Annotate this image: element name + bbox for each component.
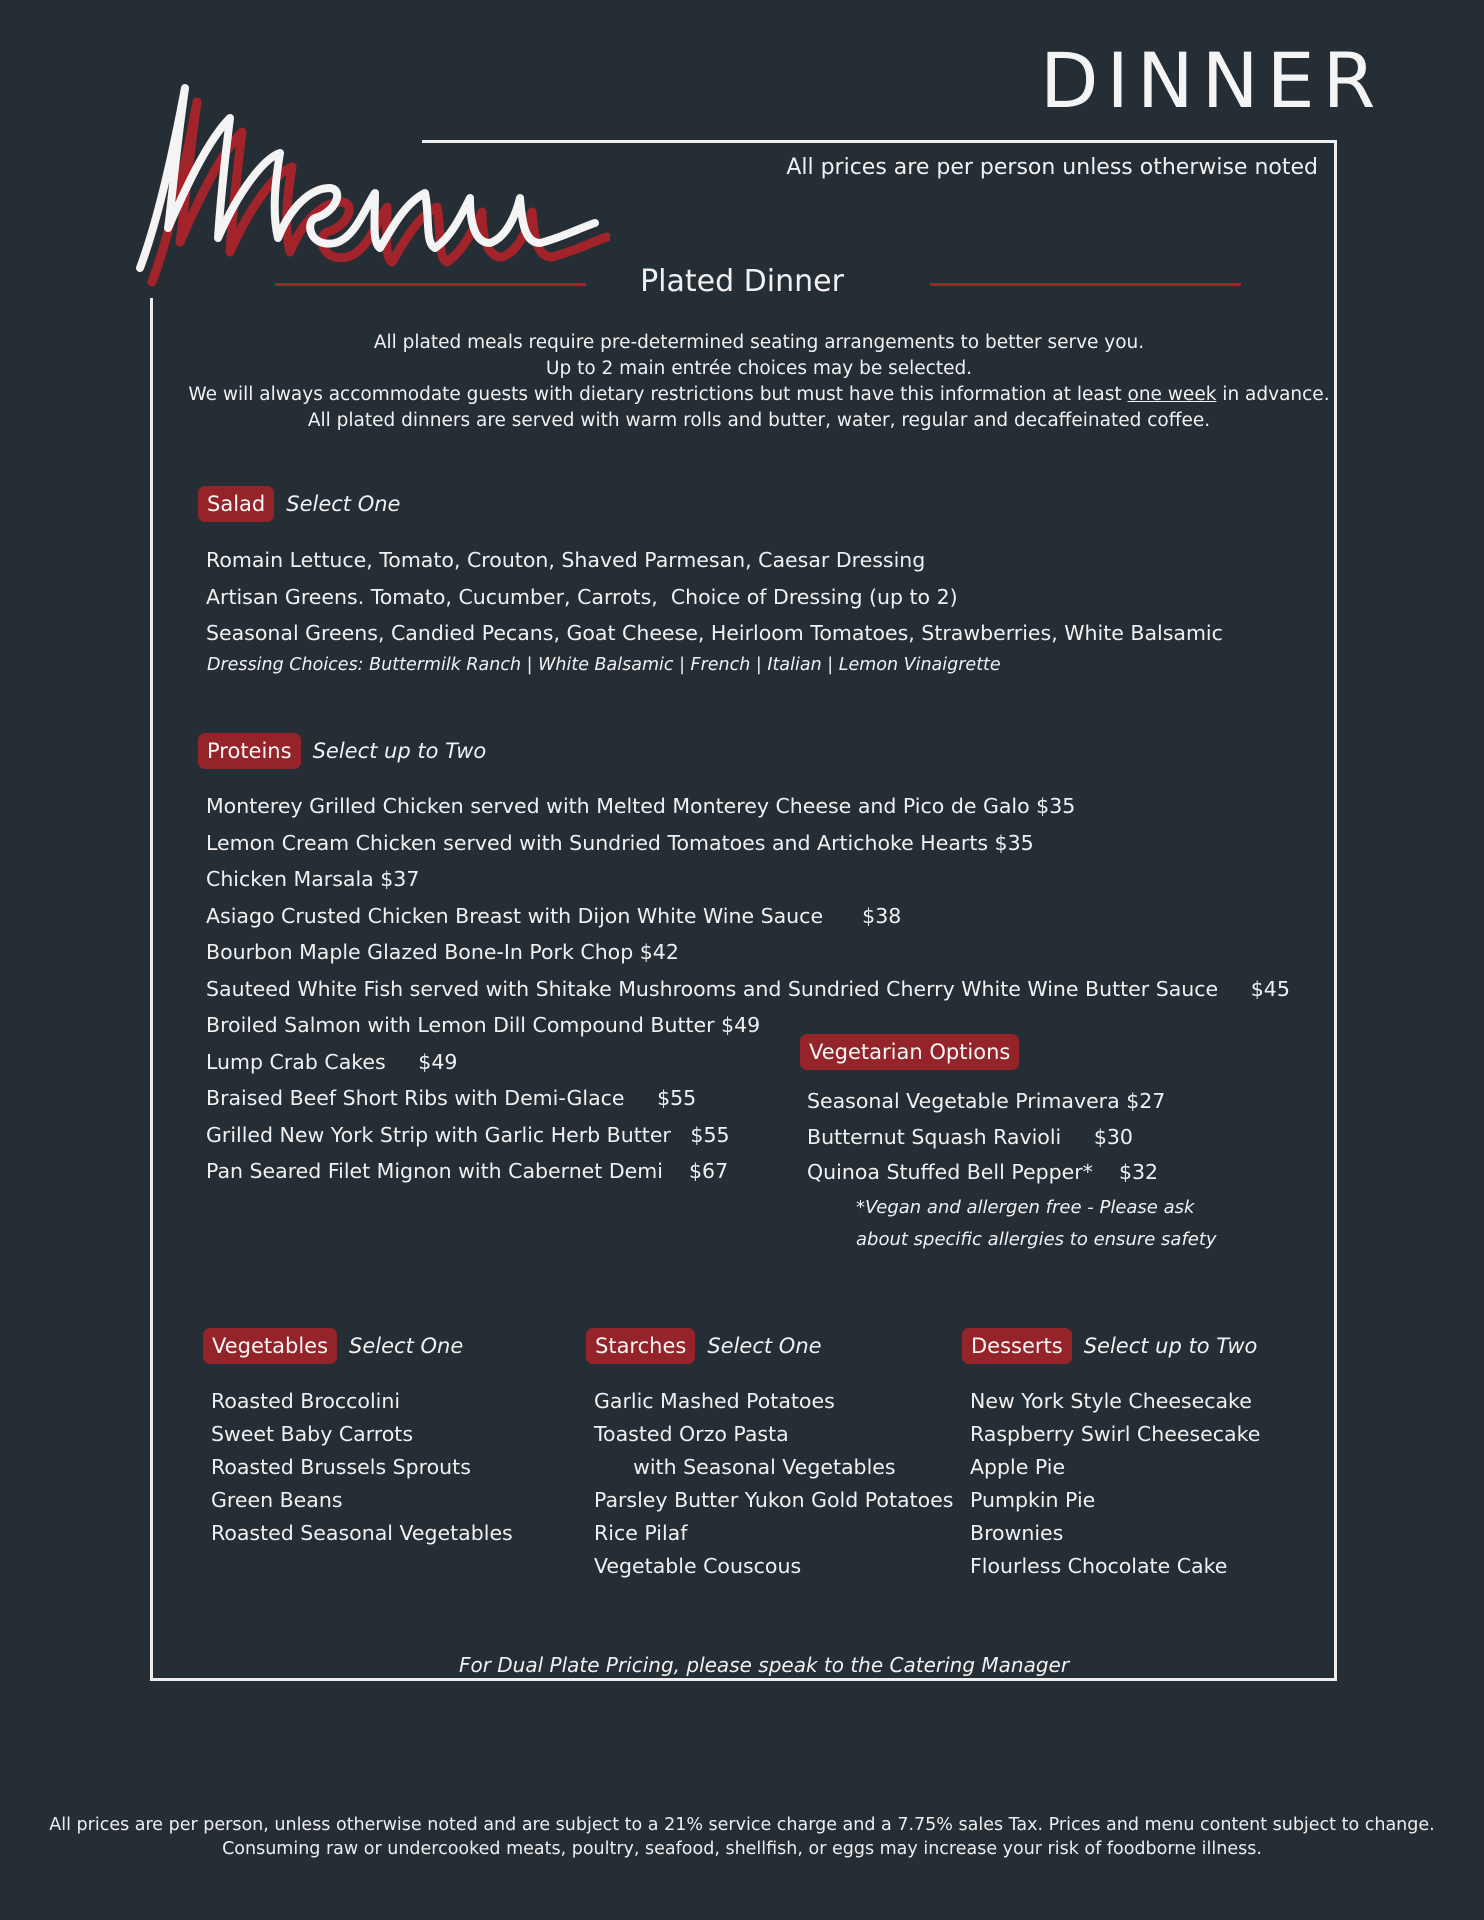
- list-item: Chicken Marsala $37: [206, 867, 420, 891]
- list-item: Seasonal Greens, Candied Pecans, Goat Cheese, Heirloom Tomatoes, Strawberries, White Balsamic: [206, 621, 1223, 645]
- intro-line-1: All plated meals require pre-determined seating arrangements to better serve you.: [373, 332, 1145, 353]
- dinner-heading: DINNER: [1040, 36, 1384, 125]
- list-item: Green Beans: [211, 1488, 343, 1512]
- list-item: Roasted Broccolini: [211, 1389, 401, 1413]
- list-item: Roasted Brussels Sprouts: [211, 1455, 471, 1479]
- list-item: Sauteed White Fish served with Shitake Mushrooms and Sundried Cherry White Wine Butter Sauce $45: [206, 976, 1290, 1001]
- desserts-badge: Desserts: [962, 1328, 1072, 1364]
- list-item: Pan Seared Filet Mignon with Cabernet Demi $67: [206, 1159, 729, 1183]
- disclaimer-line-2: Consuming raw or undercooked meats, poultry, seafood, shellfish, or eggs may increase your risk of foodborne illness.: [222, 1839, 1262, 1859]
- intro-line-3-before: We will always accommodate guests with dietary restrictions but must have this information at least: [188, 384, 1128, 405]
- list-item: Rice Pilaf: [594, 1521, 688, 1545]
- intro-text: [0, 330, 1484, 434]
- list-item: Roasted Seasonal Vegetables: [211, 1521, 513, 1545]
- list-item: Braised Beef Short Ribs with Demi-Glace $55: [206, 1086, 697, 1110]
- starches-badge: Starches: [586, 1328, 695, 1364]
- list-item: Garlic Mashed Potatoes: [594, 1389, 835, 1413]
- starches-select: Select One: [707, 1334, 822, 1358]
- list-item: Apple Pie: [970, 1455, 1066, 1479]
- proteins-badge: Proteins: [198, 733, 301, 769]
- list-item: Sweet Baby Carrots: [211, 1422, 414, 1446]
- desserts-header: [962, 1328, 1257, 1364]
- list-item: Brownies: [970, 1521, 1064, 1545]
- proteins-header: [198, 733, 486, 769]
- prices-note: All prices are per person unless otherwise noted: [786, 155, 1318, 180]
- vegetarian-note: [856, 1192, 1217, 1256]
- list-item: Artisan Greens. Tomato, Cucumber, Carrots, Choice of Dressing (up to 2): [206, 584, 958, 609]
- menu-logo-text: Menu: [130, 78, 133, 79]
- list-item: Raspberry Swirl Cheesecake: [970, 1422, 1261, 1446]
- list-item: Pumpkin Pie: [970, 1488, 1096, 1512]
- list-item: Romain Lettuce, Tomato, Crouton, Shaved Parmesan, Caesar Dressing: [206, 548, 926, 572]
- vegetarian-note-line-1: *Vegan and allergen free - Please ask: [856, 1197, 1195, 1218]
- list-item: Toasted Orzo Pasta: [594, 1422, 789, 1446]
- list-item: Butternut Squash Ravioli $30: [807, 1124, 1133, 1149]
- intro-underlined: one week: [1127, 384, 1217, 405]
- vegetables-select: Select One: [349, 1334, 464, 1358]
- vegetarian-note-line-2: about specific allergies to ensure safety: [856, 1229, 1217, 1250]
- list-item: Broiled Salmon with Lemon Dill Compound Butter $49: [206, 1013, 761, 1037]
- dressing-choices: Dressing Choices: Buttermilk Ranch | White Balsamic | French | Italian | Lemon Vinaigrette: [207, 655, 1001, 675]
- dual-plate-note: For Dual Plate Pricing, please speak to the Catering Manager: [458, 1653, 1070, 1677]
- salad-badge: Salad: [198, 486, 274, 522]
- vegetarian-header: [800, 1034, 1019, 1070]
- intro-line-3: [0, 382, 1484, 408]
- list-item: Grilled New York Strip with Garlic Herb Butter $55: [206, 1122, 730, 1147]
- list-item: Asiago Crusted Chicken Breast with Dijon White Wine Sauce $38: [206, 903, 902, 928]
- vegetarian-badge: Vegetarian Options: [800, 1034, 1019, 1070]
- list-item: New York Style Cheesecake: [970, 1389, 1252, 1413]
- list-item: Parsley Butter Yukon Gold Potatoes: [594, 1488, 954, 1512]
- list-item: Quinoa Stuffed Bell Pepper* $32: [807, 1160, 1159, 1184]
- desserts-list: [970, 1385, 1260, 1583]
- vegetables-list: [211, 1385, 513, 1550]
- intro-line-2: Up to 2 main entrée choices may be selected.: [545, 358, 973, 379]
- intro-line-3-after: in advance.: [1216, 384, 1330, 405]
- list-item: Lump Crab Cakes $49: [206, 1049, 458, 1074]
- disclaimer: [0, 1813, 1484, 1861]
- salad-select: Select One: [286, 492, 401, 516]
- list-item: Vegetable Couscous: [594, 1554, 802, 1578]
- proteins-select: Select up to Two: [312, 739, 487, 763]
- list-item: Lemon Cream Chicken served with Sundried Tomatoes and Artichoke Hearts $35: [206, 830, 1034, 855]
- list-item: Flourless Chocolate Cake: [970, 1554, 1228, 1578]
- list-item: Bourbon Maple Glazed Bone-In Pork Chop $42: [206, 940, 679, 964]
- desserts-select: Select up to Two: [1083, 1334, 1258, 1358]
- salad-header: [198, 486, 400, 522]
- intro-line-4: All plated dinners are served with warm rolls and butter, water, regular and decaffeinated coffee.: [307, 410, 1211, 431]
- vegetables-badge: Vegetables: [203, 1328, 337, 1364]
- starches-header: [586, 1328, 822, 1364]
- vegetables-header: [203, 1328, 463, 1364]
- list-item: Seasonal Vegetable Primavera $27: [807, 1089, 1166, 1113]
- menu-script-logo: [130, 78, 610, 288]
- disclaimer-line-1: All prices are per person, unless otherwise noted and are subject to a 21% service charge and a 7.75% sales Tax. Prices and menu content subject to change.: [49, 1815, 1435, 1835]
- title-rule-right: [930, 283, 1241, 286]
- list-item: Monterey Grilled Chicken served with Melted Monterey Cheese and Pico de Galo $35: [206, 794, 1076, 818]
- section-title: Plated Dinner: [640, 264, 844, 299]
- vegetarian-list: [807, 1084, 1165, 1191]
- list-item: with Seasonal Vegetables: [594, 1455, 896, 1479]
- salad-list: [206, 542, 1223, 652]
- starches-list: [594, 1385, 953, 1583]
